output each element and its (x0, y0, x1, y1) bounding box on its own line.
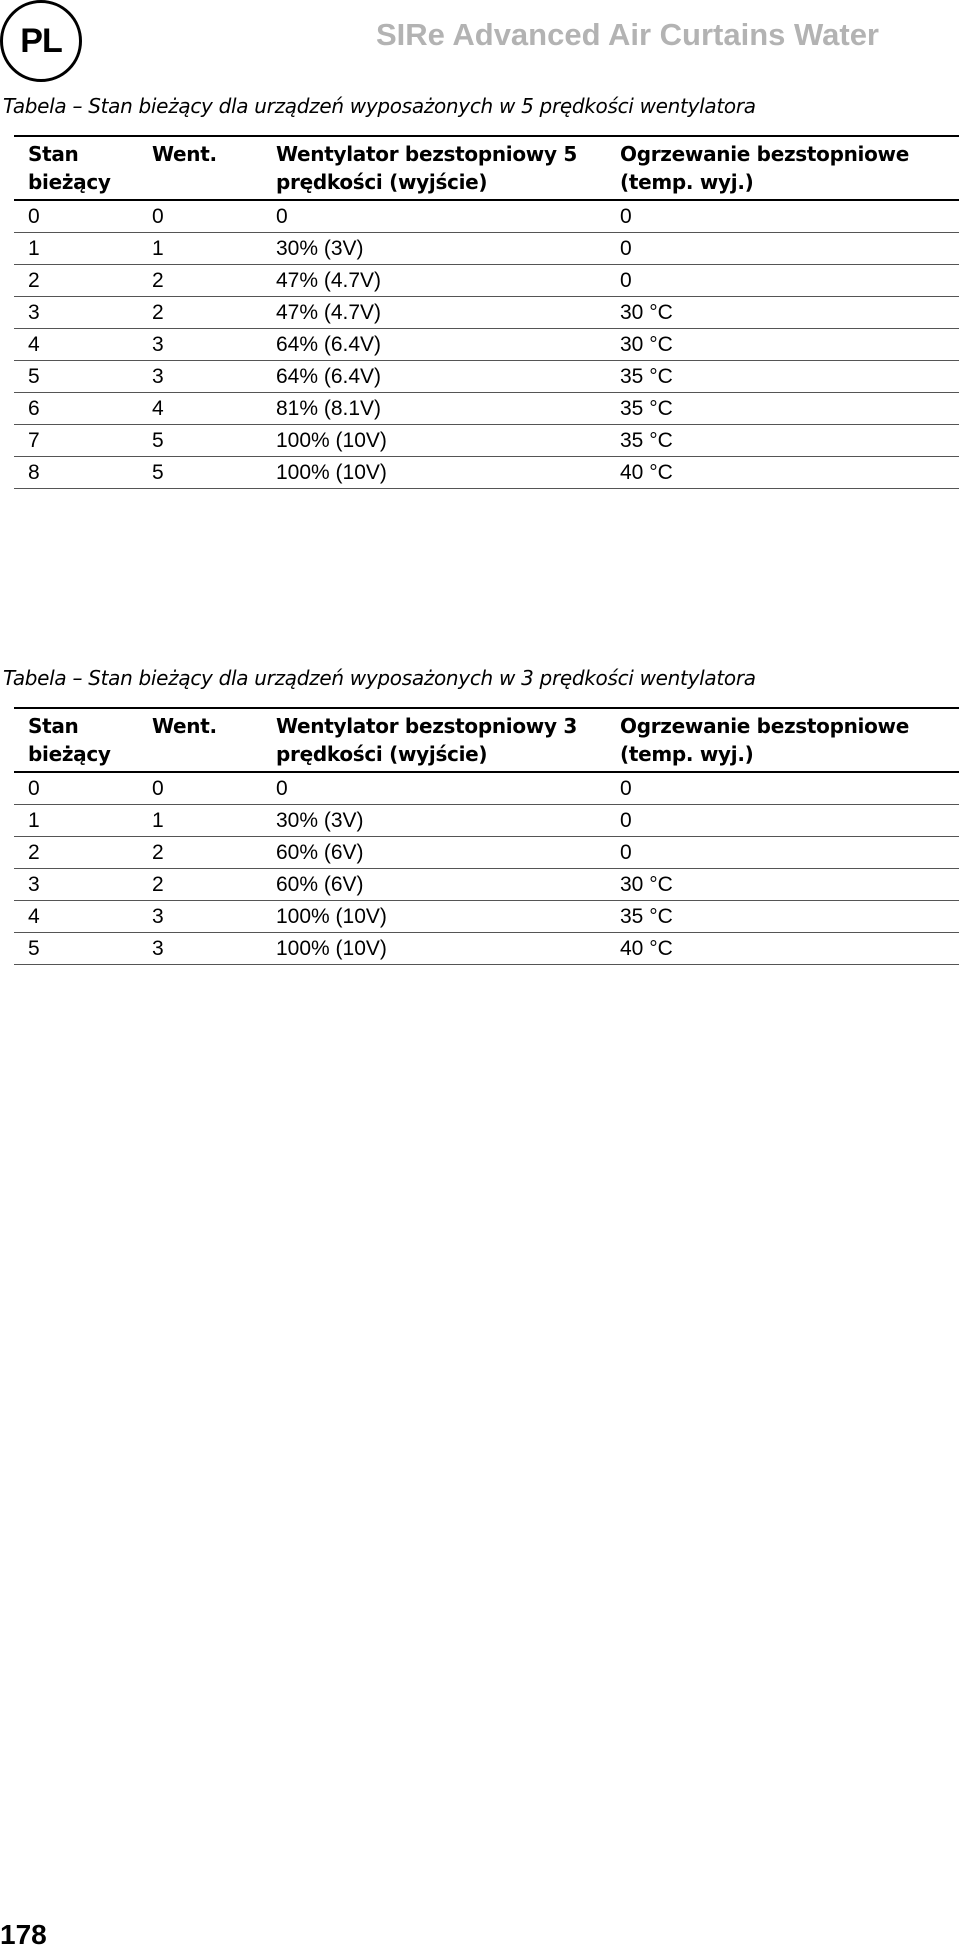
table-row (14, 200, 959, 233)
table-row (14, 457, 959, 489)
table-cell: 81% (8.1V) (262, 393, 606, 425)
table-cell: 4 (14, 329, 138, 361)
table-caption: Tabela – Stan bieżący dla urządzeń wyposażonych w 3 prędkości wentylatora (3, 666, 756, 690)
table-cell: 0 (14, 772, 138, 805)
table-cell: 47% (4.7V) (262, 297, 606, 329)
table-cell: 3 (14, 869, 138, 901)
table-row (14, 393, 959, 425)
table-cell: 64% (6.4V) (262, 361, 606, 393)
table-cell: 0 (138, 772, 262, 805)
table-cell: 2 (14, 837, 138, 869)
table-cell: 5 (138, 425, 262, 457)
data-table (14, 135, 959, 489)
table-cell: 0 (138, 200, 262, 233)
column-header (138, 136, 262, 200)
table-cell: 0 (606, 772, 959, 805)
column-header-line: Went. (152, 714, 217, 738)
table-row (14, 901, 959, 933)
table-cell: 7 (14, 425, 138, 457)
table-cell: 3 (138, 361, 262, 393)
column-header (14, 708, 138, 772)
column-header (606, 708, 959, 772)
table-cell: 64% (6.4V) (262, 329, 606, 361)
table-cell: 0 (606, 265, 959, 297)
table-cell: 60% (6V) (262, 837, 606, 869)
column-header-line: bieżący (28, 742, 111, 766)
table-cell: 47% (4.7V) (262, 265, 606, 297)
table-cell: 0 (14, 200, 138, 233)
table-cell: 0 (262, 772, 606, 805)
table-cell: 1 (138, 805, 262, 837)
column-header-line: Stan (28, 714, 79, 738)
table-cell: 0 (606, 805, 959, 837)
table-cell: 2 (14, 265, 138, 297)
table-cell: 0 (606, 200, 959, 233)
column-header-line: Ogrzewanie bezstopniowe (620, 142, 909, 166)
page-number: 178 (0, 1919, 47, 1950)
table-cell: 5 (138, 457, 262, 489)
table-row (14, 837, 959, 869)
column-header-line: Wentylator bezstopniowy 5 (276, 142, 577, 166)
document-header-title: SIRe Advanced Air Curtains Water (375, 17, 879, 52)
table-row (14, 805, 959, 837)
column-header-line: Ogrzewanie bezstopniowe (620, 714, 909, 738)
table-cell: 1 (14, 233, 138, 265)
table-cell: 2 (138, 297, 262, 329)
table-body (14, 200, 959, 489)
table-cell: 3 (138, 901, 262, 933)
table-cell: 40 °C (606, 933, 959, 965)
table-cell: 30 °C (606, 329, 959, 361)
table-body (14, 772, 959, 965)
table-cell: 2 (138, 837, 262, 869)
table-caption: Tabela – Stan bieżący dla urządzeń wyposażonych w 5 prędkości wentylatora (3, 94, 756, 118)
table-cell: 100% (10V) (262, 901, 606, 933)
table-cell: 1 (138, 233, 262, 265)
language-badge (0, 0, 82, 82)
table-row (14, 869, 959, 901)
table-cell: 35 °C (606, 901, 959, 933)
table-header-row (14, 708, 959, 772)
table-cell: 30 °C (606, 869, 959, 901)
table-row (14, 772, 959, 805)
table-row (14, 233, 959, 265)
table-section-5-speed (0, 91, 960, 489)
table-cell: 6 (14, 393, 138, 425)
column-header-line: Went. (152, 142, 217, 166)
table-cell: 60% (6V) (262, 869, 606, 901)
column-header (14, 136, 138, 200)
table-cell: 3 (14, 297, 138, 329)
table-cell: 3 (138, 933, 262, 965)
table-cell: 4 (138, 393, 262, 425)
table-cell: 0 (606, 837, 959, 869)
table-cell: 100% (10V) (262, 425, 606, 457)
column-header-line: (temp. wyj.) (620, 170, 754, 194)
table-cell: 1 (14, 805, 138, 837)
data-table (14, 707, 959, 965)
table-cell: 5 (14, 361, 138, 393)
column-header-line: prędkości (wyjście) (276, 742, 488, 766)
language-badge-label: PL (20, 21, 62, 60)
table-row (14, 329, 959, 361)
table-cell: 3 (138, 329, 262, 361)
table-row (14, 425, 959, 457)
table-header (14, 708, 959, 772)
table-cell: 40 °C (606, 457, 959, 489)
table-cell: 30 °C (606, 297, 959, 329)
table-header-row (14, 136, 959, 200)
column-header-line: (temp. wyj.) (620, 742, 754, 766)
table-cell: 100% (10V) (262, 457, 606, 489)
table-header (14, 136, 959, 200)
table-row (14, 297, 959, 329)
column-header (138, 708, 262, 772)
column-header-line: prędkości (wyjście) (276, 170, 488, 194)
table-cell: 4 (14, 901, 138, 933)
table-row (14, 265, 959, 297)
column-header (262, 136, 606, 200)
column-header-line: bieżący (28, 170, 111, 194)
table-cell: 30% (3V) (262, 233, 606, 265)
table-cell: 35 °C (606, 393, 959, 425)
column-header-line: Wentylator bezstopniowy 3 (276, 714, 577, 738)
table-row (14, 933, 959, 965)
table-section-3-speed (0, 663, 960, 965)
column-header (262, 708, 606, 772)
table-cell: 35 °C (606, 425, 959, 457)
table-row (14, 361, 959, 393)
column-header-line: Stan (28, 142, 79, 166)
table-cell: 8 (14, 457, 138, 489)
table-cell: 100% (10V) (262, 933, 606, 965)
table-cell: 30% (3V) (262, 805, 606, 837)
table-cell: 2 (138, 869, 262, 901)
table-cell: 2 (138, 265, 262, 297)
table-cell: 5 (14, 933, 138, 965)
table-cell: 0 (262, 200, 606, 233)
table-cell: 0 (606, 233, 959, 265)
table-cell: 35 °C (606, 361, 959, 393)
column-header (606, 136, 959, 200)
